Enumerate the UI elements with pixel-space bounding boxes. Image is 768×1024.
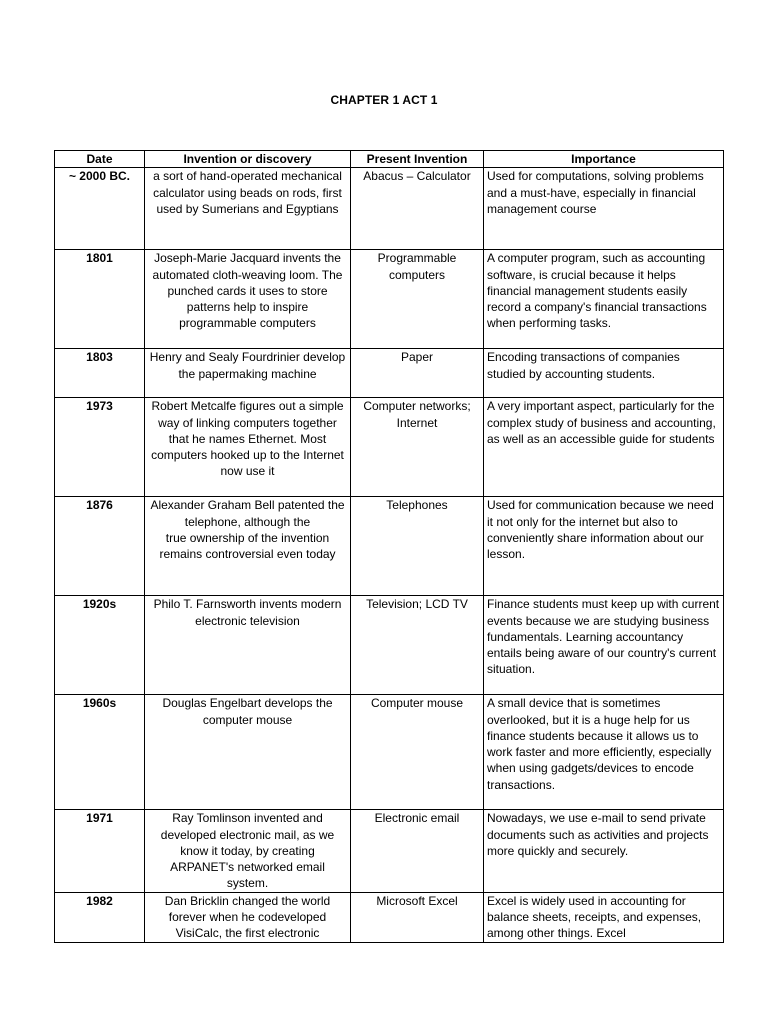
- present-invention-cell: Paper: [351, 349, 484, 398]
- date-cell: 1920s: [55, 596, 145, 695]
- present-invention-cell: Telephones: [351, 497, 484, 596]
- importance-cell: Used for communication because we need it not only for the internet but also to conveniently share information about our lesson.: [484, 497, 724, 596]
- table-row: [55, 892, 724, 942]
- table-row: [55, 398, 724, 497]
- importance-cell: Encoding transactions of companies studied by accounting students.: [484, 349, 724, 398]
- date-cell: ~ 2000 BC.: [55, 168, 145, 250]
- importance-cell: Nowadays, we use e-mail to send private documents such as activities and projects more quickly and securely.: [484, 810, 724, 892]
- column-header-present-invention: Present Invention: [351, 151, 484, 168]
- date-cell: 1971: [55, 810, 145, 892]
- present-invention-cell: Microsoft Excel: [351, 892, 484, 942]
- invention-cell: Douglas Engelbart develops the computer mouse: [145, 695, 351, 810]
- present-invention-cell: Computer networks; Internet: [351, 398, 484, 497]
- table-row: [55, 497, 724, 596]
- invention-cell: Alexander Graham Bell patented the telephone, although the true ownership of the invention remains controversial even today: [145, 497, 351, 596]
- column-header-date: Date: [55, 151, 145, 168]
- invention-cell: Philo T. Farnsworth invents modern electronic television: [145, 596, 351, 695]
- importance-cell: A computer program, such as accounting software, is crucial because it helps financial management students easily record a company's financial transactions when performing tasks.: [484, 250, 724, 349]
- invention-cell: a sort of hand-operated mechanical calculator using beads on rods, first used by Sumerians and Egyptians: [145, 168, 351, 250]
- table-row: [55, 349, 724, 398]
- importance-cell: A small device that is sometimes overlooked, but it is a huge help for us finance students because it allows us to work faster and more efficiently, especially when using gadgets/devices to encode transactions.: [484, 695, 724, 810]
- date-cell: 1801: [55, 250, 145, 349]
- date-cell: 1960s: [55, 695, 145, 810]
- table-row: [55, 250, 724, 349]
- inventions-table: [54, 150, 724, 943]
- importance-cell: A very important aspect, particularly for the complex study of business and accounting, as well as an accessible guide for students: [484, 398, 724, 497]
- date-cell: 1803: [55, 349, 145, 398]
- importance-cell: Excel is widely used in accounting for balance sheets, receipts, and expenses, among other things. Excel: [484, 892, 724, 942]
- present-invention-cell: Abacus – Calculator: [351, 168, 484, 250]
- table-row: [55, 695, 724, 810]
- column-header-importance: Importance: [484, 151, 724, 168]
- table-row: [55, 168, 724, 250]
- present-invention-cell: Computer mouse: [351, 695, 484, 810]
- present-invention-cell: Television; LCD TV: [351, 596, 484, 695]
- date-cell: 1876: [55, 497, 145, 596]
- invention-cell: Joseph-Marie Jacquard invents the automated cloth-weaving loom. The punched cards it uses to store patterns help to inspire programmable computers: [145, 250, 351, 349]
- present-invention-cell: Electronic email: [351, 810, 484, 892]
- importance-cell: Used for computations, solving problems and a must-have, especially in financial management course: [484, 168, 724, 250]
- invention-cell: Henry and Sealy Fourdrinier develop the papermaking machine: [145, 349, 351, 398]
- importance-cell: Finance students must keep up with current events because we are studying business fundamentals. Learning accountancy entails being aware of our country's current situation.: [484, 596, 724, 695]
- column-header-invention: Invention or discovery: [145, 151, 351, 168]
- date-cell: 1982: [55, 892, 145, 942]
- invention-cell: Robert Metcalfe figures out a simple way of linking computers together that he names Ethernet. Most computers hooked up to the Internet now use it: [145, 398, 351, 497]
- table-row: [55, 596, 724, 695]
- date-cell: 1973: [55, 398, 145, 497]
- table-header-row: [55, 151, 724, 168]
- table-row: [55, 810, 724, 892]
- present-invention-cell: Programmable computers: [351, 250, 484, 349]
- page-title: CHAPTER 1 ACT 1: [330, 93, 438, 107]
- invention-cell: Ray Tomlinson invented and developed electronic mail, as we know it today, by creating ARPANET's networked email system.: [145, 810, 351, 892]
- invention-cell: Dan Bricklin changed the world forever when he codeveloped VisiCalc, the first electronic: [145, 892, 351, 942]
